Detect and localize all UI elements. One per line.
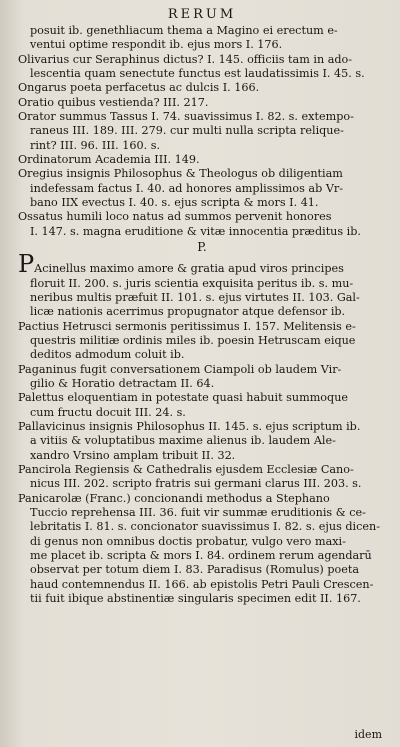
drop-cap: P [18, 250, 35, 279]
index-entry: Pactius Hetrusci sermonis peritissimus I. 157. Melitensis e- questris militiæ ordinis miles ib. poesin Hetruscam eique deditos admodum coluit ib. [18, 319, 356, 362]
dropcap-entry-text: Acinellus maximo amore & gratia apud viros principes floruit II. 200. s. juris scientia exquisita peritus ib. s. mu- neribus multis præfuit II. 101. s. ejus virtutes II. 103. Gal- licæ nationis acerrimus propugnator atque defensor ib. [30, 262, 360, 319]
index-entry: Paganinus fugit conversationem Ciampoli ob laudem Vir- gilio & Horatio detractam II. 64. [18, 362, 342, 390]
entries-p [18, 320, 386, 607]
index-entry: Pancirola Regiensis & Cathedralis ejusdem Ecclesiæ Cano- nicus III. 202. scripto fratris sui germani clarus III. 203. s. [18, 462, 362, 491]
index-entry: Oratio quibus vestienda? III. 217. [18, 95, 209, 109]
index-entry: Oregius insignis Philosophus & Theologus ob diligentiam indefessam factus I. 40. ad honores amplissimos ab Vr- bano IIX evectus I. 40. s. ejus scripta & mors I. 41. [18, 167, 344, 210]
index-entry: Palettus eloquentiam in potestate quasi habuit summoque cum fructu docuit III. 24. s. [18, 391, 349, 419]
index-entry: posuit ib. genethliacum thema a Magino ei erectum e- ventui optime respondit ib. ejus mors I. 176. [30, 24, 338, 52]
index-entry: Olivarius cur Seraphinus dictus? I. 145. officiis tam in ado- lescentia quam senectute functus est laudatissimis I. 45. s. [18, 52, 365, 81]
entries-o [18, 24, 386, 239]
index-entry: Ongarus poeta perfacetus ac dulcis I. 166. [18, 81, 260, 95]
index-entry: Ossatus humili loco natus ad summos pervenit honores I. 147. s. magna eruditione & vitæ innocentia præditus ib. [18, 210, 361, 238]
section-letter: P. [197, 240, 207, 255]
catchword: idem [354, 728, 382, 741]
index-entry-dropcap [18, 250, 386, 319]
running-head: RERUM [167, 7, 237, 22]
index-entry: Orator summus Tassus I. 74. suavissimus I. 82. s. extempo- raneus III. 189. III. 279. cur multi nulla scripta relique- rint? III. 96. III. 160. s. [18, 110, 354, 152]
index-entry: Pallavicinus insignis Philosophus II. 145. s. ejus scriptum ib. a vitiis & voluptatibus maxime alienus ib. laudem Ale- xandro Vrsino amplam tribuit II. 32. [18, 419, 361, 462]
index-entry: Panicarolæ (Franc.) concionandi methodus a Stephano Tuccio reprehensa III. 36. fuit vir summæ eruditionis & ce- lebritatis I. 81. s. concionator suavissimus I. 82. s. ejus dicen- di genus non omnibus doctis probatur, vulgo vero maxi- me placet ib. scripta & mors I. 84. ordinem rerum agendarū observat per totum diem I. 83. Paradisus (Romulus) poeta haud contemnendus II. 166. ab epistolis Petri Pauli Crescen- tii fuit ibique abstinentiæ singularis specimen edit II. 167. [18, 491, 380, 606]
index-entry: Ordinatorum Academia III. 149. [18, 153, 200, 167]
